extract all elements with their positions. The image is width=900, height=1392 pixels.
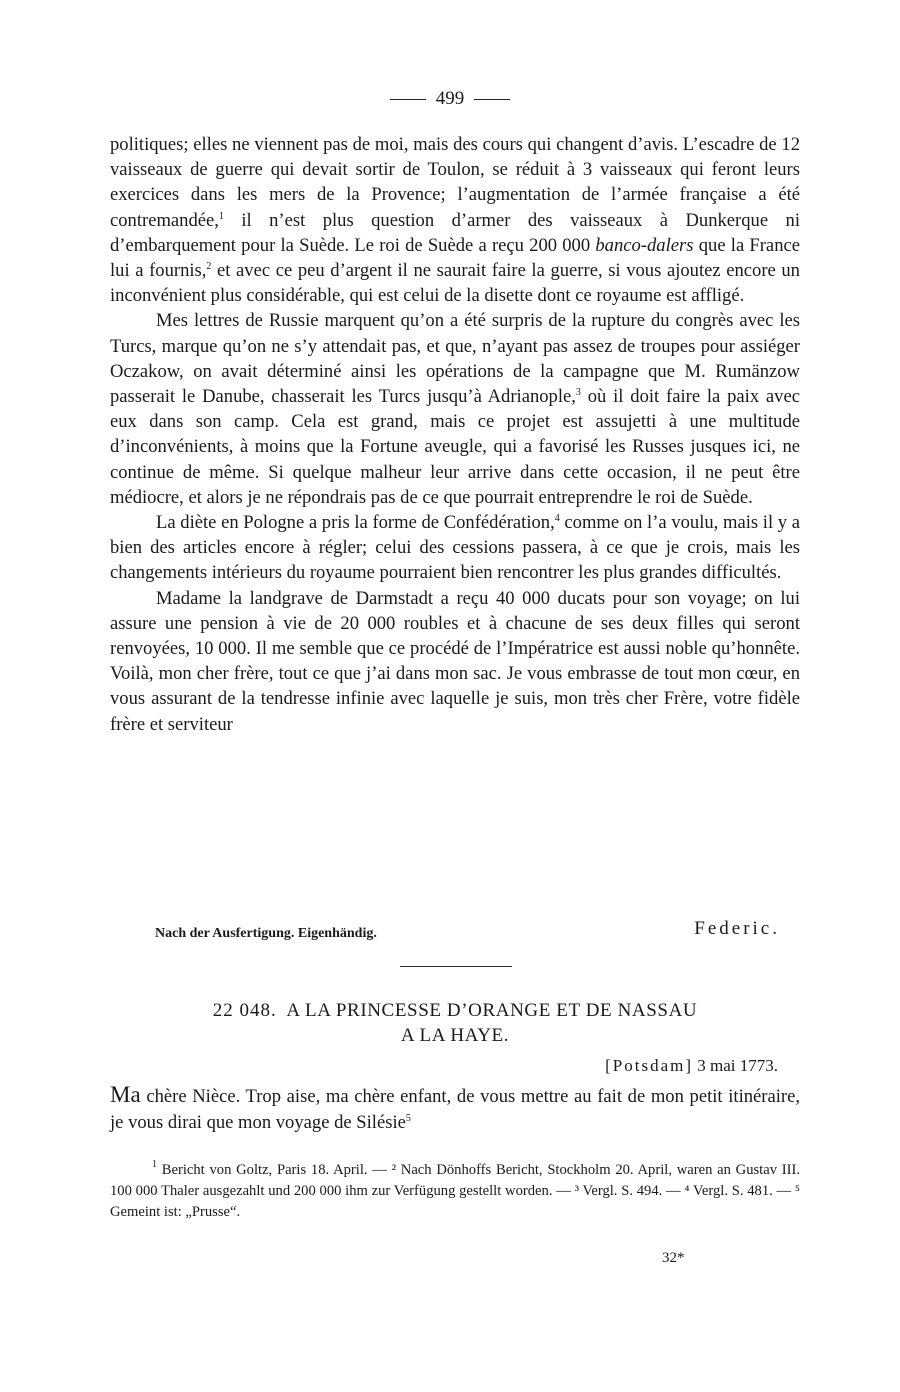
- date-text: 3 mai 1773.: [697, 1056, 778, 1075]
- letter-opening: [110, 1082, 800, 1136]
- paragraph-1-text-a: politiques; elles ne viennent pas de moi, mais des cours qui changent d’avis. L’escadre de 12 vaisseaux de guerre qui devait sortir de Toulon, se réduit à 3 vaisseaux qui feront leurs exercices dans les mers de la Provence; l’augmentation de l’armée française a été contremandée,: [110, 134, 800, 231]
- section-divider: [400, 966, 512, 967]
- letter-heading: [110, 998, 800, 1048]
- footnote-ref-4: 4: [554, 513, 560, 525]
- footnote-ref-2: 2: [206, 261, 212, 273]
- date-place: [Potsdam]: [605, 1056, 693, 1075]
- page-number-dash-left: [390, 99, 426, 100]
- footnote-ref-1: 1: [218, 210, 224, 222]
- sheet-mark: 32*: [662, 1250, 685, 1266]
- paragraph-4: Madame la landgrave de Darmstadt a reçu 40 000 ducats pour son voyage; on lui assure une pension à vie de 20 000 roubles et à chacune de ses deux filles qui seront renvoyées, 10 000. Il me semble que ce procédé de l’Impératrice est aussi noble qu’honnête. Voilà, mon cher frère, tout ce que j’ai dans mon sac. Je vous embrasse de tout mon cœur, en vous assurant de la tendresse infinie avec laquelle je suis, mon très cher Frère, votre fidèle frère et serviteur: [110, 587, 800, 735]
- source-note: Nach der Ausfertigung. Eigenhändig.: [155, 926, 377, 941]
- paragraph-1-text-c: que la France lui a fournis,: [110, 234, 800, 282]
- paragraph-1-text-b: il n’est plus question d’armer des vaisseaux à Dunkerque ni d’embarquement pour la Suède. Le roi de Suède a reçu 200 000: [110, 209, 800, 256]
- page-number-text: 499: [435, 88, 465, 109]
- footnotes-text: Bericht von Goltz, Paris 18. April. — ² Nach Dönhoffs Bericht, Stockholm 20. April, waren an Gustav III. 100 000 Thaler ausgezahlt und 200 000 ihm zur Verfügung gestellt worden. — ³ Vergl. S. 494. — ⁴ Vergl. S. 481. — ⁵ Gemeint ist: „Prusse“.: [110, 1162, 800, 1220]
- page-number: [0, 88, 900, 110]
- italic-term: banco-dalers: [595, 234, 694, 256]
- page-number-dash-right: [474, 99, 510, 100]
- footnote-ref-5: 5: [405, 1113, 411, 1124]
- paragraph-2-text-b: où il doit faire la paix avec eux dans son camp. Cela est grand, mais ce projet est assujetti à une multitude d’inconvénients, à moins que la Fortune aveugle, qui a favorisé les Russes jusques ici, ne continue de même. Si quelque malheur leur arrive dans cette occasion, il ne peut être médiocre, et alors je ne répondrais pas de ce que pourrait entreprendre le roi de Suède.: [110, 386, 800, 508]
- footnotes: [110, 1160, 800, 1223]
- paragraph-3: [110, 510, 800, 586]
- paragraph-2-text-a: Mes lettres de Russie marquent qu’on a été surpris de la rupture du congrès avec les Turcs, marque qu’on ne s’y attendait pas, et que, n’ayant pas assez de troupes pour assiéger Oczakow, on avait déterminé ainsi les opérations de la campagne que M. Rumänzow passerait le Danube, chasserait les Turcs jusqu’à Adrianople,: [110, 310, 800, 408]
- signature-line: [155, 918, 785, 948]
- paragraph-3-text-b: comme on l’a voulu, mais il y a bien des articles encore à régler; celui des cessions passera, à ce que je crois, mais les changements intérieurs du royaume pourraient bien rencontrer les plus grandes difficultés.: [110, 512, 800, 584]
- heading-title: A LA PRINCESSE D’ORANGE ET DE NASSAU: [286, 1000, 698, 1021]
- footnote-mark-1: 1: [152, 1159, 157, 1170]
- signature: Federic.: [694, 918, 780, 939]
- footnote-block: [110, 1160, 800, 1223]
- paragraph-3-text-a: La diète en Pologne a pris la forme de Confédération,: [156, 512, 555, 534]
- paragraph-1: [110, 132, 800, 308]
- letter-body: [110, 132, 800, 737]
- heading-number: 22 048.: [212, 1000, 277, 1021]
- letter-initial: Ma: [110, 1082, 141, 1107]
- footnote-ref-3: 3: [575, 387, 581, 399]
- dateline: [605, 1056, 778, 1076]
- paragraph-2: [110, 308, 800, 510]
- heading-line-2: A LA HAYE.: [400, 1025, 510, 1046]
- letter-text: chère Nièce. Trop aise, ma chère enfant, de vous mettre au fait de mon petit itinéraire, je vous dirai que mon voyage de Silésie: [110, 1086, 800, 1133]
- heading-line-1: [110, 998, 800, 1023]
- paragraph-1-text-d: et avec ce peu d’argent il ne saurait faire la guerre, si vous ajoutez encore un inconvénient plus considérable, qui est celui de la disette dont ce royaume est affligé.: [110, 260, 800, 307]
